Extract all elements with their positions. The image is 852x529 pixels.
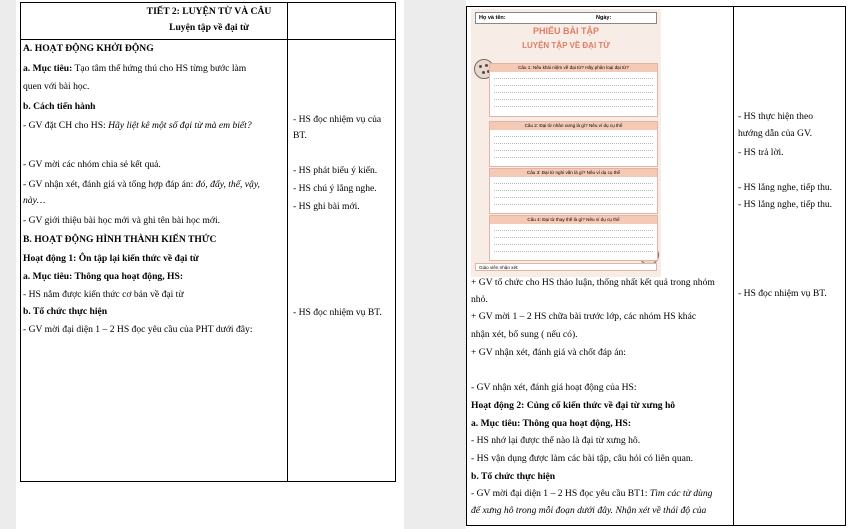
activity-2-goal-item-2: - HS vận dụng được làm các bài tập, câu hỏi có liên quan. <box>471 453 694 464</box>
student-note-1-cont: hướng dẫn của GV. <box>738 128 813 139</box>
question-box-1: Câu 1: Nêu khái niệm về đại từ? Hãy phân loại đại từ? <box>489 63 658 117</box>
section-a-goal: a. Mục tiêu: Tạo tâm thế hứng thú cho HS từng bước làm <box>23 63 247 74</box>
worksheet-name-field: Họ và tên: Ngày: <box>475 12 657 24</box>
teacher-step-discuss-cont: nhỏ. <box>471 294 488 305</box>
teacher-step-summary: - GV nhận xét, đánh giá và tổng hợp đáp án: đó, đấy, thế, vậy, <box>23 179 260 190</box>
teacher-step-evaluate: - GV nhận xét, đánh giá hoạt động của HS: <box>471 382 637 393</box>
lesson-table-left <box>20 2 396 482</box>
activity-2-title: Hoạt động 2: Củng cố kiến thức về đại từ xưng hô <box>471 400 676 411</box>
worksheet-image <box>471 9 661 277</box>
activity-1-goal-item: - HS nắm được kiến thức cơ bản về đại từ <box>23 289 184 300</box>
section-a-heading: A. HOẠT ĐỘNG KHỞI ĐỘNG <box>23 43 154 54</box>
teacher-step-share: - GV mời các nhóm chia sẻ kết quả. <box>23 159 161 170</box>
activity-2-goal-item-1: - HS nhớ lại được thế nào là đại từ xưng hô. <box>471 435 641 446</box>
student-note-2: - HS phát biểu ý kiến. <box>293 165 378 176</box>
activity-1-goal: a. Mục tiêu: Thông qua hoạt động, HS: <box>23 271 184 282</box>
student-note-1: - HS đọc nhiệm vụ của <box>293 114 382 125</box>
teacher-step-conclude: + GV nhận xét, đánh giá và chốt đáp án: <box>471 347 626 358</box>
question-box-3: Câu 3: Đại từ nghi vấn là gì? Nêu ví dụ cụ thể <box>489 168 658 214</box>
teacher-step-correct: + GV mời 1 – 2 HS chữa bài trước lớp, các nhóm HS khác <box>471 311 697 322</box>
section-b-heading: b. Cách tiến hành <box>23 101 96 112</box>
student-note-5: - HS đọc nhiệm vụ BT. <box>738 288 827 299</box>
teacher-step-correct-cont: nhận xét, bổ sung ( nếu có). <box>471 329 578 340</box>
activity-1-org: b. Tổ chức thực hiện <box>23 306 108 317</box>
student-note-1: - HS thực hiện theo <box>738 111 814 122</box>
lesson-subtitle: Luyện tập về đại từ <box>169 22 249 33</box>
activity-2-org: b. Tổ chức thực hiện <box>471 471 556 482</box>
header-divider <box>21 39 395 40</box>
teacher-step-intro: - GV giới thiệu bài học mới và ghi tên bài học mới. <box>23 215 221 226</box>
lesson-title: TIẾT 2: LUYỆN TỪ VÀ CÂU <box>146 6 272 17</box>
teacher-step-discuss: + GV tổ chức cho HS thảo luận, thống nhất kết quả trong nhóm <box>471 277 715 288</box>
column-divider <box>733 7 734 525</box>
student-note-3: - HS lắng nghe, tiếp thu. <box>738 182 833 193</box>
student-note-4: - HS ghi bài mới. <box>293 201 360 212</box>
document-page-left <box>16 0 404 529</box>
section-b2-heading: B. HOẠT ĐỘNG HÌNH THÀNH KIẾN THỨC <box>23 234 217 245</box>
lesson-table-right <box>466 6 846 526</box>
teacher-step-summary-cont: này… <box>23 195 46 206</box>
activity-2-teacher-cont: để xưng hô trong mỗi đoạn dưới đây. Nhận xét về thái độ của <box>471 505 707 516</box>
section-a-goal-cont: quen với bài học. <box>23 81 90 92</box>
document-page-right <box>466 0 852 529</box>
question-box-4: Câu 4: Đại từ thay thế là gì? Nêu ví dụ cụ thể <box>489 215 658 261</box>
student-note-4: - HS lắng nghe, tiếp thu. <box>738 199 833 210</box>
worksheet-subtitle: LUYỆN TẬP VỀ ĐẠI TỪ <box>522 41 610 50</box>
student-note-3: - HS chú ý lắng nghe. <box>293 183 377 194</box>
worksheet-title: PHIẾU BÀI TẬP <box>532 26 599 36</box>
activity-1-teacher: - GV mời đại diện 1 – 2 HS đọc yêu cầu của PHT dưới đây: <box>23 324 253 335</box>
teacher-question: - GV đặt CH cho HS: Hãy liệt kê một số đại từ mà em biết? <box>23 120 252 131</box>
activity-2-teacher: - GV mời đại diện 1 – 2 HS đọc yêu cầu BT1: Tìm các từ dùng <box>471 488 713 499</box>
column-divider <box>287 3 288 481</box>
student-note-2: - HS trả lời. <box>738 147 784 158</box>
question-box-2: Câu 2: Đại từ nhân xưng là gì? Nêu ví dụ cụ thể <box>489 121 658 167</box>
student-note-5: - HS đọc nhiệm vụ BT. <box>293 307 382 318</box>
teacher-comment-field: Giáo viên nhận xét: <box>475 263 657 271</box>
student-note-1-cont: BT. <box>293 130 307 141</box>
activity-1-title: Hoạt động 1: Ôn tập lại kiến thức về đại từ <box>23 253 199 264</box>
activity-2-goal: a. Mục tiêu: Thông qua hoạt động, HS: <box>471 418 632 429</box>
